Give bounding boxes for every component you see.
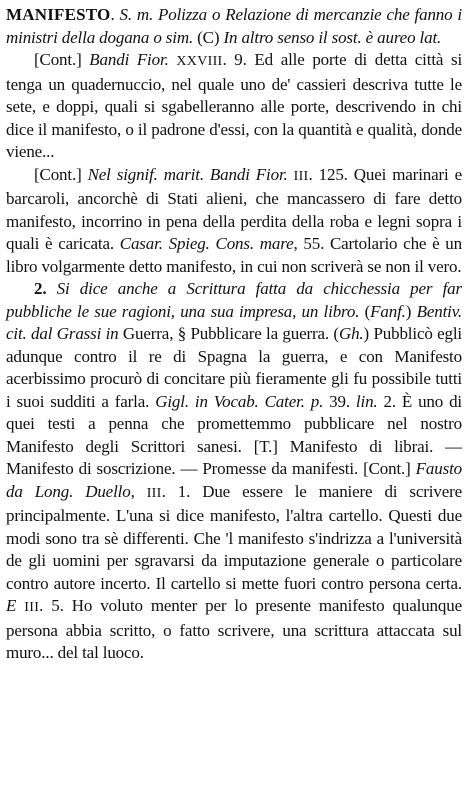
text-run: (: [359, 301, 371, 321]
citation-bandi-iii: [6, 164, 462, 279]
italic-text: Bentiv. cit. dal Grassi in: [6, 301, 462, 343]
text-run: ) Pubblicò egli adunque contro il re di Spagna la guerra, e con Manifesto acerbissimo procurò di concitare più fieramente gli fu possibile tutti i suoi sudditi a farla.: [6, 324, 462, 411]
entry-definition: [6, 4, 462, 49]
text-run: [46, 279, 56, 298]
citation-bandi-xxviii: [6, 49, 462, 164]
italic-text: Polizza o Relazione di mercanzie che fanno i ministri della dogana o sim.: [6, 5, 463, 47]
roman-numeral: III: [293, 168, 309, 184]
text-run: ): [405, 301, 417, 321]
italic-text: Gh.: [338, 324, 364, 343]
roman-numeral: XXVIII: [176, 54, 223, 69]
roman-numeral: III: [146, 485, 162, 501]
text-run: .: [110, 5, 120, 24]
italic-text: Gigl. in Vocab. Cater. p.: [155, 391, 324, 411]
italic-text: Casar. Spieg. Cons. mare: [119, 234, 294, 253]
italic-text: Nel signif. marit. Bandi Fior.: [87, 164, 288, 184]
italic-text: lin.: [355, 391, 378, 411]
italic-text: E: [6, 596, 17, 615]
text-run: . 5. Ho voluto menter per lo presente manifesto qualunque persona abbia scritto, o fatto scrivere, una scrittura attaccata sul muro... del tal luoco.: [6, 596, 462, 662]
italic-text: Bandi Fior.: [89, 50, 169, 69]
text-run: ,: [130, 481, 147, 501]
text-run: [Cont.]: [34, 50, 90, 69]
italic-text: In altro senso il sost. è aureo lat.: [223, 27, 442, 47]
text-run: . 1. Due essere le maniere di scrivere principalmente. L'una si dice manifesto, l'altra cartello. Questi due modi sono tra sè differenti. Che 'l manifesto s'indrizza a l'università de gli uomini per sgravarsi da imputazione generale o particolare contro autore incerto. Il cartello si mette fuori contro persona certa.: [6, 481, 462, 593]
text-run: , 55. Cartolario che è un libro volgarmente detto manifesto, in cui non scriverà se non il vero.: [6, 234, 462, 276]
sense-2: [6, 278, 462, 665]
text-run: 39.: [323, 391, 356, 411]
sense-number: 2.: [34, 279, 47, 298]
text-run: Guerra, § Pubblicare la guerra. (: [118, 324, 339, 343]
text-run: . 9. Ed alle porte di detta città si tenga un quadernuccio, nel quale uno de' cassieri descriva tutte le sete, e doppi, quali si sgabelleranno alle porte, descrivendo in chi dice il manifesto, o il padrone d'essi, con la quantità e qualità, donde viene...: [6, 50, 463, 161]
text-run: [Cont.]: [34, 164, 88, 184]
text-run: (C): [193, 27, 224, 47]
italic-text: Si dice anche a Scrittura fatta da chicchessia per far pubbliche le sue ragioni, una sua impresa, un libro.: [6, 279, 462, 321]
roman-numeral: III: [24, 600, 40, 615]
headword: MANIFESTO: [6, 5, 111, 24]
italic-text: S. m.: [119, 5, 154, 24]
italic-text: Fanf.: [370, 301, 406, 321]
text-run: . 125. Quei marinari e barcaroli, ancorchè di Stati alieni, che mancassero di fare detto manifesto, incorrino in pena della perdita della roba e legni sopra i quali è caricata.: [6, 164, 462, 253]
text-run: 2. È uno di quei testi a penna che promettemmo pubblicare nel nostro Manifesto degli Scrittori sanesi. [T.] Manifesto di librai. — Manifesto di soscrizione. — Promesse da manifesti. [Cont.]: [6, 391, 462, 478]
italic-text: Fausto da Long. Duello: [6, 459, 462, 501]
